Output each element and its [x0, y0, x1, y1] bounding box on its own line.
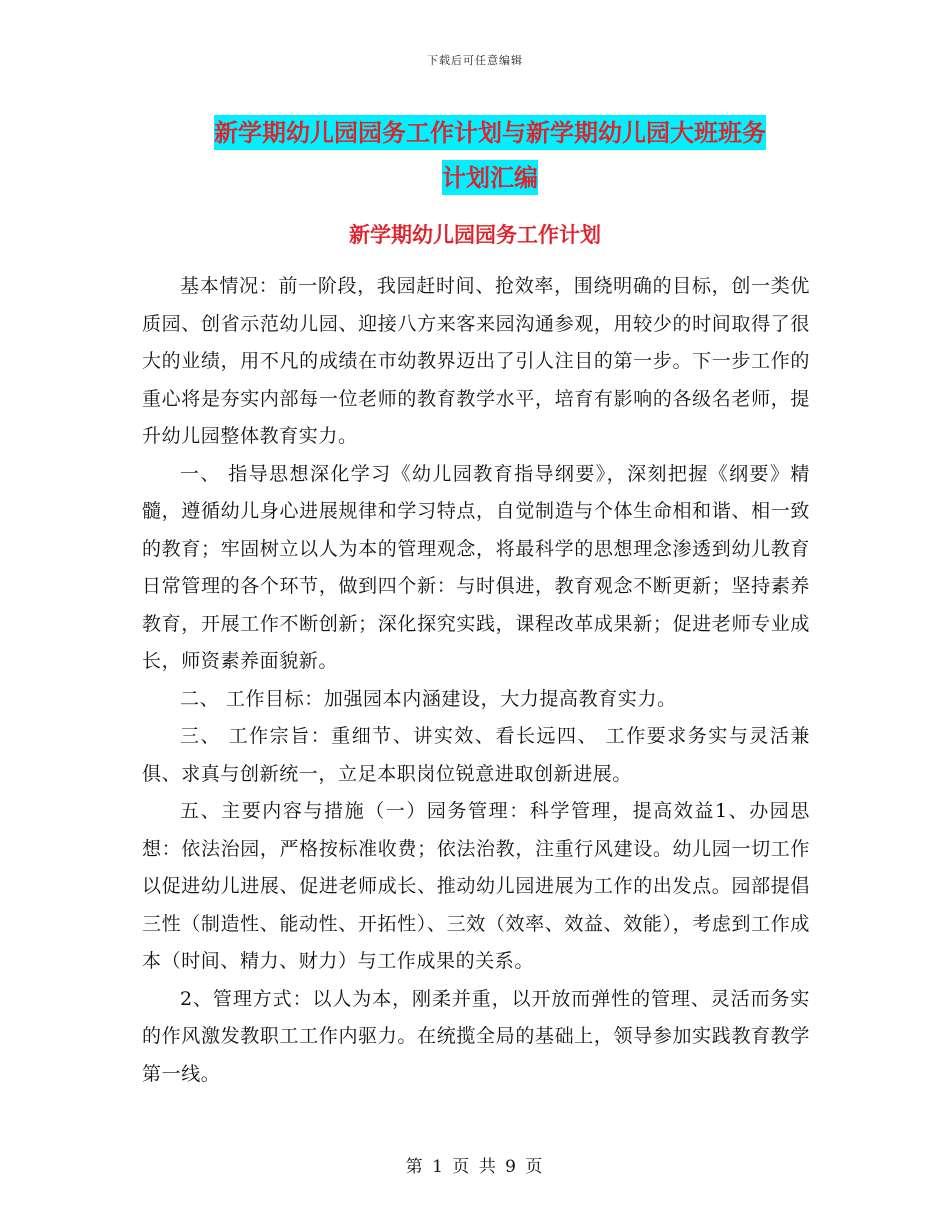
document-title-line2: 计划汇编 — [442, 160, 538, 195]
paragraph-main-content: 五、主要内容与措施（一）园务管理：科学管理，提高效益1、办园思想：依法治园，严格按标准收费；依法治教，注重行风建设。幼儿园一切工作以促进幼儿进展、促进老师成长、推动幼儿园进展为工作的出发点。园部提倡三性（制造性、能动性、开拓性）、三效（效率、效益、效能），考虑到工作成本（时间、精力、财力）与工作成果的关系。 — [142, 800, 810, 972]
document-title-line1: 新学期幼儿园园务工作计划与新学期幼儿园大班班务 — [214, 115, 766, 150]
paragraph-work-purpose: 三、 工作宗旨：重细节、讲实效、看长远四、 工作要求务实与灵活兼俱、求真与创新统一，立足本职岗位锐意进取创新进展。 — [142, 725, 810, 785]
paragraph-work-goal: 二、 工作目标：加强园本内涵建设，大力提高教育实力。 — [180, 687, 677, 710]
page-number: 第 1 页 共 9 页 — [405, 1157, 545, 1177]
paragraph-management-style: 2、管理方式：以人为本，刚柔并重，以开放而弹性的管理、灵活而务实的作风激发教职工工作内驱力。在统揽全局的基础上，领导参加实践教育教学第一线。 — [142, 987, 810, 1085]
page-header-note: 下载后可任意编辑 — [427, 54, 523, 67]
document-body — [142, 268, 810, 1093]
document-title — [140, 110, 840, 200]
paragraph-basic-situation: 基本情况：前一阶段，我园赶时间、抢效率，围绕明确的目标，创一类优质园、创省示范幼儿园、迎接八方来客来园沟通参观，用较少的时间取得了很大的业绩，用不凡的成绩在市幼教界迈出了引人注目的第一步。下一步工作的重心将是夯实内部每一位老师的教育教学水平，培育有影响的各级名老师，提升幼儿园整体教育实力。 — [142, 275, 810, 447]
paragraph-guiding-ideology: 一、 指导思想深化学习《幼儿园教育指导纲要》，深刻把握《纲要》精髓，遵循幼儿身心进展规律和学习特点，自觉制造与个体生命相和谐、相一致的教育；牢固树立以人为本的管理观念，将最科学的思想理念渗透到幼儿教育日常管理的各个环节，做到四个新：与时俱进，教育观念不断更新；坚持素养教育，开展工作不断创新；深化探究实践，课程改革成果新；促进老师专业成长，师资素养面貌新。 — [142, 462, 810, 672]
section-title: 新学期幼儿园园务工作计划 — [349, 222, 601, 247]
